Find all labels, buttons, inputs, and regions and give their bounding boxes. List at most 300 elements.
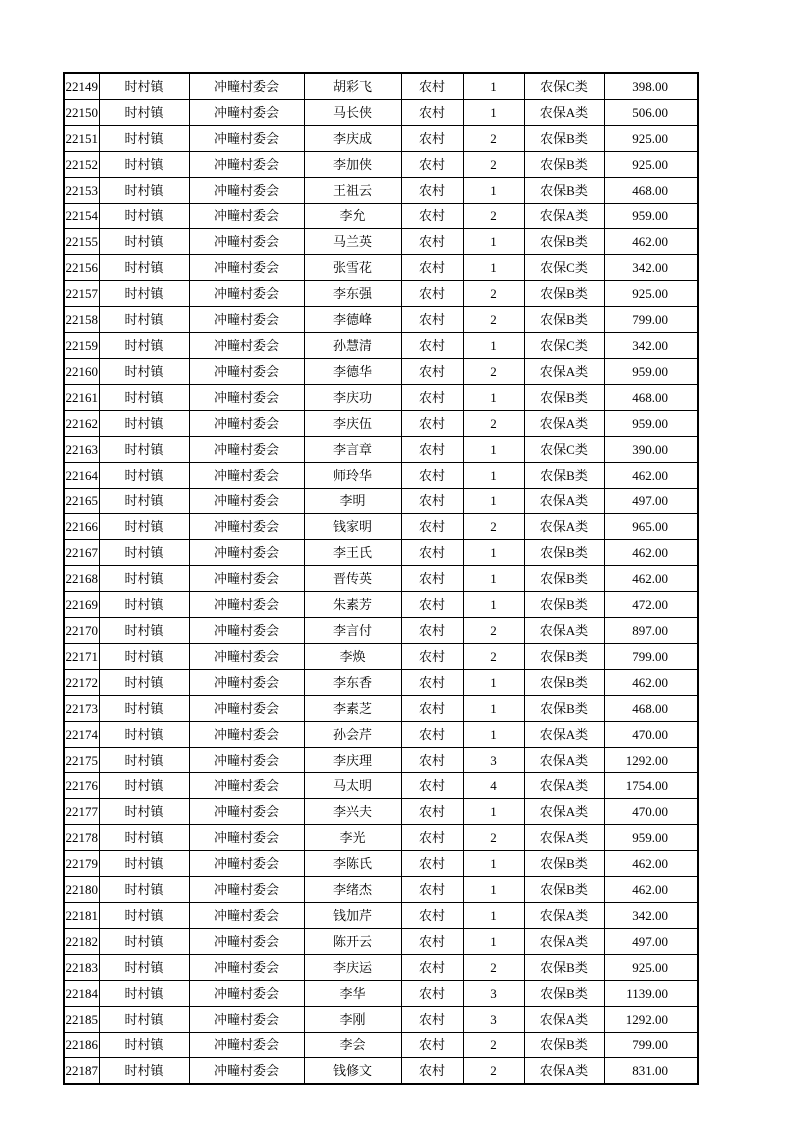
- person-name-cell: 李刚: [304, 1006, 401, 1032]
- residence-type-cell: 农村: [401, 488, 463, 514]
- town-cell: 时村镇: [99, 721, 189, 747]
- person-count-cell: 2: [463, 151, 524, 177]
- village-committee-cell: 冲疃村委会: [189, 99, 304, 125]
- amount-cell: 959.00: [604, 825, 698, 851]
- village-committee-cell: 冲疃村委会: [189, 825, 304, 851]
- town-cell: 时村镇: [99, 229, 189, 255]
- record-id-cell: 22173: [64, 695, 99, 721]
- record-id-cell: 22170: [64, 618, 99, 644]
- town-cell: 时村镇: [99, 877, 189, 903]
- town-cell: 时村镇: [99, 954, 189, 980]
- insurance-category-cell: 农保B类: [524, 695, 604, 721]
- person-count-cell: 2: [463, 643, 524, 669]
- person-name-cell: 李陈氏: [304, 851, 401, 877]
- amount-cell: 472.00: [604, 592, 698, 618]
- person-count-cell: 1: [463, 255, 524, 281]
- person-count-cell: 1: [463, 488, 524, 514]
- town-cell: 时村镇: [99, 358, 189, 384]
- amount-cell: 462.00: [604, 877, 698, 903]
- amount-cell: 497.00: [604, 928, 698, 954]
- insurance-category-cell: 农保A类: [524, 903, 604, 929]
- amount-cell: 965.00: [604, 514, 698, 540]
- insurance-category-cell: 农保B类: [524, 954, 604, 980]
- person-name-cell: 李华: [304, 980, 401, 1006]
- person-name-cell: 马兰英: [304, 229, 401, 255]
- person-name-cell: 李庆成: [304, 125, 401, 151]
- insurance-category-cell: 农保B类: [524, 643, 604, 669]
- person-name-cell: 李允: [304, 203, 401, 229]
- town-cell: 时村镇: [99, 643, 189, 669]
- village-committee-cell: 冲疃村委会: [189, 462, 304, 488]
- insurance-category-cell: 农保B类: [524, 384, 604, 410]
- table-row: [64, 333, 698, 359]
- person-count-cell: 1: [463, 229, 524, 255]
- amount-cell: 470.00: [604, 799, 698, 825]
- amount-cell: 462.00: [604, 851, 698, 877]
- village-committee-cell: 冲疃村委会: [189, 773, 304, 799]
- person-count-cell: 2: [463, 203, 524, 229]
- amount-cell: 470.00: [604, 721, 698, 747]
- amount-cell: 959.00: [604, 410, 698, 436]
- town-cell: 时村镇: [99, 799, 189, 825]
- record-id-cell: 22166: [64, 514, 99, 540]
- town-cell: 时村镇: [99, 73, 189, 99]
- residence-type-cell: 农村: [401, 73, 463, 99]
- table-row: [64, 384, 698, 410]
- record-id-cell: 22187: [64, 1058, 99, 1084]
- table-row: [64, 928, 698, 954]
- residence-type-cell: 农村: [401, 669, 463, 695]
- person-count-cell: 2: [463, 618, 524, 644]
- insurance-category-cell: 农保B类: [524, 229, 604, 255]
- village-committee-cell: 冲疃村委会: [189, 281, 304, 307]
- table-row: [64, 799, 698, 825]
- residence-type-cell: 农村: [401, 177, 463, 203]
- record-id-cell: 22179: [64, 851, 99, 877]
- residence-type-cell: 农村: [401, 747, 463, 773]
- person-count-cell: 1: [463, 721, 524, 747]
- person-count-cell: 1: [463, 177, 524, 203]
- amount-cell: 497.00: [604, 488, 698, 514]
- amount-cell: 925.00: [604, 151, 698, 177]
- insurance-roster-table: [63, 72, 699, 1085]
- insurance-category-cell: 农保A类: [524, 721, 604, 747]
- village-committee-cell: 冲疃村委会: [189, 333, 304, 359]
- village-committee-cell: 冲疃村委会: [189, 410, 304, 436]
- person-name-cell: 李东强: [304, 281, 401, 307]
- person-count-cell: 2: [463, 1032, 524, 1058]
- village-committee-cell: 冲疃村委会: [189, 566, 304, 592]
- town-cell: 时村镇: [99, 1006, 189, 1032]
- insurance-category-cell: 农保B类: [524, 281, 604, 307]
- insurance-category-cell: 农保B类: [524, 566, 604, 592]
- residence-type-cell: 农村: [401, 203, 463, 229]
- village-committee-cell: 冲疃村委会: [189, 1058, 304, 1084]
- residence-type-cell: 农村: [401, 358, 463, 384]
- record-id-cell: 22156: [64, 255, 99, 281]
- village-committee-cell: 冲疃村委会: [189, 229, 304, 255]
- record-id-cell: 22182: [64, 928, 99, 954]
- record-id-cell: 22157: [64, 281, 99, 307]
- record-id-cell: 22151: [64, 125, 99, 151]
- village-committee-cell: 冲疃村委会: [189, 592, 304, 618]
- table-row: [64, 721, 698, 747]
- person-count-cell: 2: [463, 410, 524, 436]
- insurance-category-cell: 农保C类: [524, 436, 604, 462]
- village-committee-cell: 冲疃村委会: [189, 151, 304, 177]
- residence-type-cell: 农村: [401, 333, 463, 359]
- person-name-cell: 钱修文: [304, 1058, 401, 1084]
- residence-type-cell: 农村: [401, 954, 463, 980]
- residence-type-cell: 农村: [401, 229, 463, 255]
- amount-cell: 506.00: [604, 99, 698, 125]
- town-cell: 时村镇: [99, 462, 189, 488]
- town-cell: 时村镇: [99, 773, 189, 799]
- town-cell: 时村镇: [99, 695, 189, 721]
- insurance-category-cell: 农保B类: [524, 540, 604, 566]
- village-committee-cell: 冲疃村委会: [189, 954, 304, 980]
- residence-type-cell: 农村: [401, 903, 463, 929]
- person-count-cell: 1: [463, 436, 524, 462]
- person-count-cell: 1: [463, 540, 524, 566]
- person-count-cell: 1: [463, 73, 524, 99]
- person-count-cell: 2: [463, 825, 524, 851]
- record-id-cell: 22178: [64, 825, 99, 851]
- table-row: [64, 825, 698, 851]
- insurance-category-cell: 农保B类: [524, 851, 604, 877]
- insurance-category-cell: 农保B类: [524, 151, 604, 177]
- residence-type-cell: 农村: [401, 281, 463, 307]
- insurance-category-cell: 农保B类: [524, 462, 604, 488]
- table-row: [64, 592, 698, 618]
- residence-type-cell: 农村: [401, 410, 463, 436]
- residence-type-cell: 农村: [401, 307, 463, 333]
- residence-type-cell: 农村: [401, 773, 463, 799]
- table-row: [64, 229, 698, 255]
- town-cell: 时村镇: [99, 281, 189, 307]
- record-id-cell: 22159: [64, 333, 99, 359]
- amount-cell: 462.00: [604, 566, 698, 592]
- person-count-cell: 3: [463, 1006, 524, 1032]
- table-row: [64, 903, 698, 929]
- amount-cell: 468.00: [604, 177, 698, 203]
- village-committee-cell: 冲疃村委会: [189, 125, 304, 151]
- insurance-category-cell: 农保A类: [524, 773, 604, 799]
- insurance-category-cell: 农保A类: [524, 747, 604, 773]
- town-cell: 时村镇: [99, 980, 189, 1006]
- table-row: [64, 695, 698, 721]
- town-cell: 时村镇: [99, 125, 189, 151]
- person-name-cell: 马太明: [304, 773, 401, 799]
- residence-type-cell: 农村: [401, 151, 463, 177]
- person-count-cell: 1: [463, 695, 524, 721]
- record-id-cell: 22172: [64, 669, 99, 695]
- village-committee-cell: 冲疃村委会: [189, 177, 304, 203]
- table-row: [64, 669, 698, 695]
- table-row: [64, 1006, 698, 1032]
- village-committee-cell: 冲疃村委会: [189, 851, 304, 877]
- insurance-category-cell: 农保B类: [524, 669, 604, 695]
- amount-cell: 398.00: [604, 73, 698, 99]
- village-committee-cell: 冲疃村委会: [189, 488, 304, 514]
- table-row: [64, 566, 698, 592]
- table-row: [64, 1058, 698, 1084]
- town-cell: 时村镇: [99, 203, 189, 229]
- person-count-cell: 2: [463, 307, 524, 333]
- person-count-cell: 1: [463, 799, 524, 825]
- village-committee-cell: 冲疃村委会: [189, 903, 304, 929]
- person-name-cell: 朱素芳: [304, 592, 401, 618]
- person-count-cell: 4: [463, 773, 524, 799]
- amount-cell: 959.00: [604, 203, 698, 229]
- person-name-cell: 钱家明: [304, 514, 401, 540]
- town-cell: 时村镇: [99, 410, 189, 436]
- table-row: [64, 203, 698, 229]
- person-count-cell: 1: [463, 928, 524, 954]
- record-id-cell: 22185: [64, 1006, 99, 1032]
- insurance-category-cell: 农保B类: [524, 1032, 604, 1058]
- person-name-cell: 李加侠: [304, 151, 401, 177]
- person-count-cell: 1: [463, 333, 524, 359]
- record-id-cell: 22181: [64, 903, 99, 929]
- residence-type-cell: 农村: [401, 436, 463, 462]
- residence-type-cell: 农村: [401, 255, 463, 281]
- residence-type-cell: 农村: [401, 799, 463, 825]
- table-row: [64, 980, 698, 1006]
- record-id-cell: 22161: [64, 384, 99, 410]
- person-count-cell: 2: [463, 281, 524, 307]
- record-id-cell: 22183: [64, 954, 99, 980]
- amount-cell: 799.00: [604, 643, 698, 669]
- town-cell: 时村镇: [99, 1058, 189, 1084]
- person-count-cell: 2: [463, 125, 524, 151]
- person-name-cell: 李庆伍: [304, 410, 401, 436]
- person-count-cell: 2: [463, 1058, 524, 1084]
- record-id-cell: 22176: [64, 773, 99, 799]
- insurance-category-cell: 农保B类: [524, 877, 604, 903]
- table-row: [64, 773, 698, 799]
- town-cell: 时村镇: [99, 851, 189, 877]
- amount-cell: 342.00: [604, 333, 698, 359]
- person-count-cell: 1: [463, 903, 524, 929]
- residence-type-cell: 农村: [401, 462, 463, 488]
- table-row: [64, 488, 698, 514]
- person-name-cell: 李光: [304, 825, 401, 851]
- person-name-cell: 李兴夫: [304, 799, 401, 825]
- person-name-cell: 李庆运: [304, 954, 401, 980]
- town-cell: 时村镇: [99, 307, 189, 333]
- table-row: [64, 177, 698, 203]
- village-committee-cell: 冲疃村委会: [189, 384, 304, 410]
- table-row: [64, 358, 698, 384]
- insurance-category-cell: 农保B类: [524, 980, 604, 1006]
- amount-cell: 1292.00: [604, 1006, 698, 1032]
- amount-cell: 1292.00: [604, 747, 698, 773]
- residence-type-cell: 农村: [401, 566, 463, 592]
- person-name-cell: 李德华: [304, 358, 401, 384]
- person-name-cell: 李会: [304, 1032, 401, 1058]
- town-cell: 时村镇: [99, 488, 189, 514]
- record-id-cell: 22174: [64, 721, 99, 747]
- residence-type-cell: 农村: [401, 384, 463, 410]
- amount-cell: 462.00: [604, 229, 698, 255]
- village-committee-cell: 冲疃村委会: [189, 980, 304, 1006]
- residence-type-cell: 农村: [401, 99, 463, 125]
- person-name-cell: 胡彩飞: [304, 73, 401, 99]
- village-committee-cell: 冲疃村委会: [189, 669, 304, 695]
- table-row: [64, 125, 698, 151]
- person-name-cell: 李绪杰: [304, 877, 401, 903]
- residence-type-cell: 农村: [401, 514, 463, 540]
- insurance-category-cell: 农保A类: [524, 825, 604, 851]
- record-id-cell: 22153: [64, 177, 99, 203]
- amount-cell: 831.00: [604, 1058, 698, 1084]
- amount-cell: 462.00: [604, 462, 698, 488]
- table-row: [64, 410, 698, 436]
- town-cell: 时村镇: [99, 566, 189, 592]
- residence-type-cell: 农村: [401, 877, 463, 903]
- residence-type-cell: 农村: [401, 721, 463, 747]
- person-name-cell: 李言章: [304, 436, 401, 462]
- record-id-cell: 22155: [64, 229, 99, 255]
- person-name-cell: 陈开云: [304, 928, 401, 954]
- insurance-category-cell: 农保A类: [524, 799, 604, 825]
- amount-cell: 1139.00: [604, 980, 698, 1006]
- village-committee-cell: 冲疃村委会: [189, 721, 304, 747]
- residence-type-cell: 农村: [401, 1058, 463, 1084]
- village-committee-cell: 冲疃村委会: [189, 1006, 304, 1032]
- table-row: [64, 747, 698, 773]
- amount-cell: 959.00: [604, 358, 698, 384]
- record-id-cell: 22168: [64, 566, 99, 592]
- amount-cell: 342.00: [604, 255, 698, 281]
- insurance-category-cell: 农保C类: [524, 333, 604, 359]
- record-id-cell: 22169: [64, 592, 99, 618]
- town-cell: 时村镇: [99, 747, 189, 773]
- town-cell: 时村镇: [99, 255, 189, 281]
- table-body: [64, 73, 698, 1084]
- person-count-cell: 2: [463, 954, 524, 980]
- residence-type-cell: 农村: [401, 825, 463, 851]
- town-cell: 时村镇: [99, 903, 189, 929]
- record-id-cell: 22184: [64, 980, 99, 1006]
- table-row: [64, 307, 698, 333]
- insurance-category-cell: 农保C类: [524, 73, 604, 99]
- record-id-cell: 22165: [64, 488, 99, 514]
- town-cell: 时村镇: [99, 436, 189, 462]
- person-name-cell: 李明: [304, 488, 401, 514]
- person-name-cell: 李庆理: [304, 747, 401, 773]
- town-cell: 时村镇: [99, 669, 189, 695]
- village-committee-cell: 冲疃村委会: [189, 514, 304, 540]
- town-cell: 时村镇: [99, 540, 189, 566]
- table-row: [64, 643, 698, 669]
- village-committee-cell: 冲疃村委会: [189, 643, 304, 669]
- person-name-cell: 李东香: [304, 669, 401, 695]
- record-id-cell: 22180: [64, 877, 99, 903]
- person-count-cell: 1: [463, 566, 524, 592]
- village-committee-cell: 冲疃村委会: [189, 358, 304, 384]
- town-cell: 时村镇: [99, 1032, 189, 1058]
- record-id-cell: 22160: [64, 358, 99, 384]
- record-id-cell: 22175: [64, 747, 99, 773]
- insurance-category-cell: 农保A类: [524, 410, 604, 436]
- table-row: [64, 436, 698, 462]
- insurance-category-cell: 农保A类: [524, 928, 604, 954]
- person-name-cell: 马长侠: [304, 99, 401, 125]
- amount-cell: 925.00: [604, 954, 698, 980]
- record-id-cell: 22177: [64, 799, 99, 825]
- town-cell: 时村镇: [99, 333, 189, 359]
- insurance-category-cell: 农保A类: [524, 203, 604, 229]
- record-id-cell: 22186: [64, 1032, 99, 1058]
- person-name-cell: 师玲华: [304, 462, 401, 488]
- amount-cell: 1754.00: [604, 773, 698, 799]
- table-row: [64, 73, 698, 99]
- amount-cell: 897.00: [604, 618, 698, 644]
- person-name-cell: 李德峰: [304, 307, 401, 333]
- insurance-category-cell: 农保C类: [524, 255, 604, 281]
- person-name-cell: 李庆功: [304, 384, 401, 410]
- village-committee-cell: 冲疃村委会: [189, 307, 304, 333]
- table-row: [64, 954, 698, 980]
- person-count-cell: 2: [463, 514, 524, 540]
- amount-cell: 799.00: [604, 1032, 698, 1058]
- person-count-cell: 1: [463, 669, 524, 695]
- residence-type-cell: 农村: [401, 540, 463, 566]
- record-id-cell: 22152: [64, 151, 99, 177]
- record-id-cell: 22167: [64, 540, 99, 566]
- person-name-cell: 孙会芹: [304, 721, 401, 747]
- table-row: [64, 540, 698, 566]
- town-cell: 时村镇: [99, 384, 189, 410]
- town-cell: 时村镇: [99, 151, 189, 177]
- residence-type-cell: 农村: [401, 928, 463, 954]
- table-row: [64, 99, 698, 125]
- residence-type-cell: 农村: [401, 592, 463, 618]
- insurance-category-cell: 农保A类: [524, 99, 604, 125]
- table-row: [64, 281, 698, 307]
- village-committee-cell: 冲疃村委会: [189, 1032, 304, 1058]
- table-row: [64, 462, 698, 488]
- village-committee-cell: 冲疃村委会: [189, 747, 304, 773]
- table-row: [64, 851, 698, 877]
- person-name-cell: 李言付: [304, 618, 401, 644]
- insurance-category-cell: 农保A类: [524, 358, 604, 384]
- town-cell: 时村镇: [99, 618, 189, 644]
- person-name-cell: 李焕: [304, 643, 401, 669]
- table-row: [64, 255, 698, 281]
- record-id-cell: 22158: [64, 307, 99, 333]
- record-id-cell: 22163: [64, 436, 99, 462]
- residence-type-cell: 农村: [401, 980, 463, 1006]
- amount-cell: 468.00: [604, 695, 698, 721]
- village-committee-cell: 冲疃村委会: [189, 928, 304, 954]
- person-count-cell: 1: [463, 851, 524, 877]
- insurance-category-cell: 农保B类: [524, 125, 604, 151]
- residence-type-cell: 农村: [401, 1006, 463, 1032]
- residence-type-cell: 农村: [401, 618, 463, 644]
- village-committee-cell: 冲疃村委会: [189, 73, 304, 99]
- town-cell: 时村镇: [99, 928, 189, 954]
- insurance-category-cell: 农保A类: [524, 618, 604, 644]
- village-committee-cell: 冲疃村委会: [189, 255, 304, 281]
- insurance-category-cell: 农保B类: [524, 307, 604, 333]
- village-committee-cell: 冲疃村委会: [189, 799, 304, 825]
- table-row: [64, 151, 698, 177]
- person-name-cell: 孙慧清: [304, 333, 401, 359]
- person-count-cell: 2: [463, 358, 524, 384]
